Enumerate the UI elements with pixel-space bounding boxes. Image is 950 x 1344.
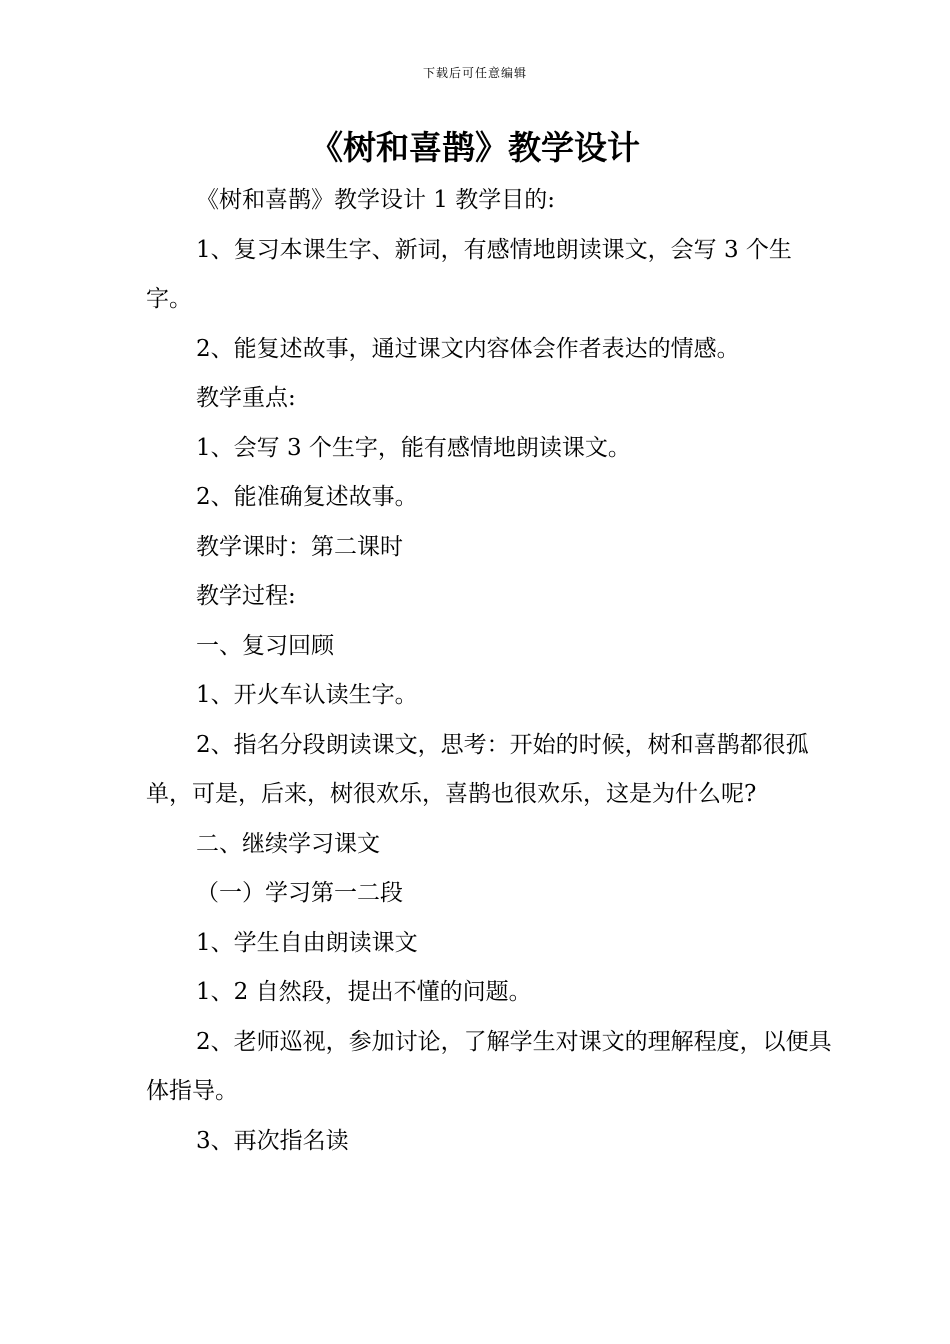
paragraph-objectives-heading: 《树和喜鹊》教学设计 1 教学目的:	[196, 187, 556, 213]
paragraph-key-points-heading: 教学重点:	[196, 385, 296, 411]
paragraph-subsection-1: （一）学习第一二段	[196, 880, 403, 906]
paragraph-section-review: 一、复习回顾	[196, 632, 334, 659]
paragraph-key-point-2: 2、能准确复述故事。	[196, 484, 418, 510]
paragraph-objective-2: 2、能复述故事，通过课文内容体会作者表达的情感。	[196, 335, 740, 362]
document-body	[146, 176, 836, 1166]
paragraph-objective-1: 1、复习本课生字、新词，有感情地朗读课文，会写 3 个生字。	[146, 236, 792, 312]
paragraph-review-step-2: 2、指名分段朗读课文，思考：开始的时候，树和喜鹊都很孤单，可是，后来，树很欢乐，喜鹊也很欢乐，这是为什么呢?	[146, 731, 809, 807]
paragraph-key-point-1: 1、会写 3 个生字，能有感情地朗读课文。	[196, 434, 631, 461]
paragraph-study-step-1-cont: 1、2 自然段，提出不懂的问题。	[196, 979, 532, 1005]
paragraph-process-heading: 教学过程:	[196, 583, 296, 609]
paragraph-review-step-1: 1、开火车认读生字。	[196, 682, 418, 708]
document-title: 《树和喜鹊》教学设计	[310, 128, 640, 167]
paragraph-study-step-3: 3、再次指名读	[196, 1127, 349, 1154]
paragraph-study-step-2: 2、老师巡视，参加讨论，了解学生对课文的理解程度，以便具体指导。	[146, 1028, 832, 1104]
paragraph-study-step-1: 1、学生自由朗读课文	[196, 929, 418, 956]
header-note: 下载后可任意编辑	[422, 66, 527, 80]
paragraph-class-period: 教学课时：第二课时	[196, 533, 403, 560]
paragraph-section-continue: 二、继续学习课文	[196, 830, 380, 857]
